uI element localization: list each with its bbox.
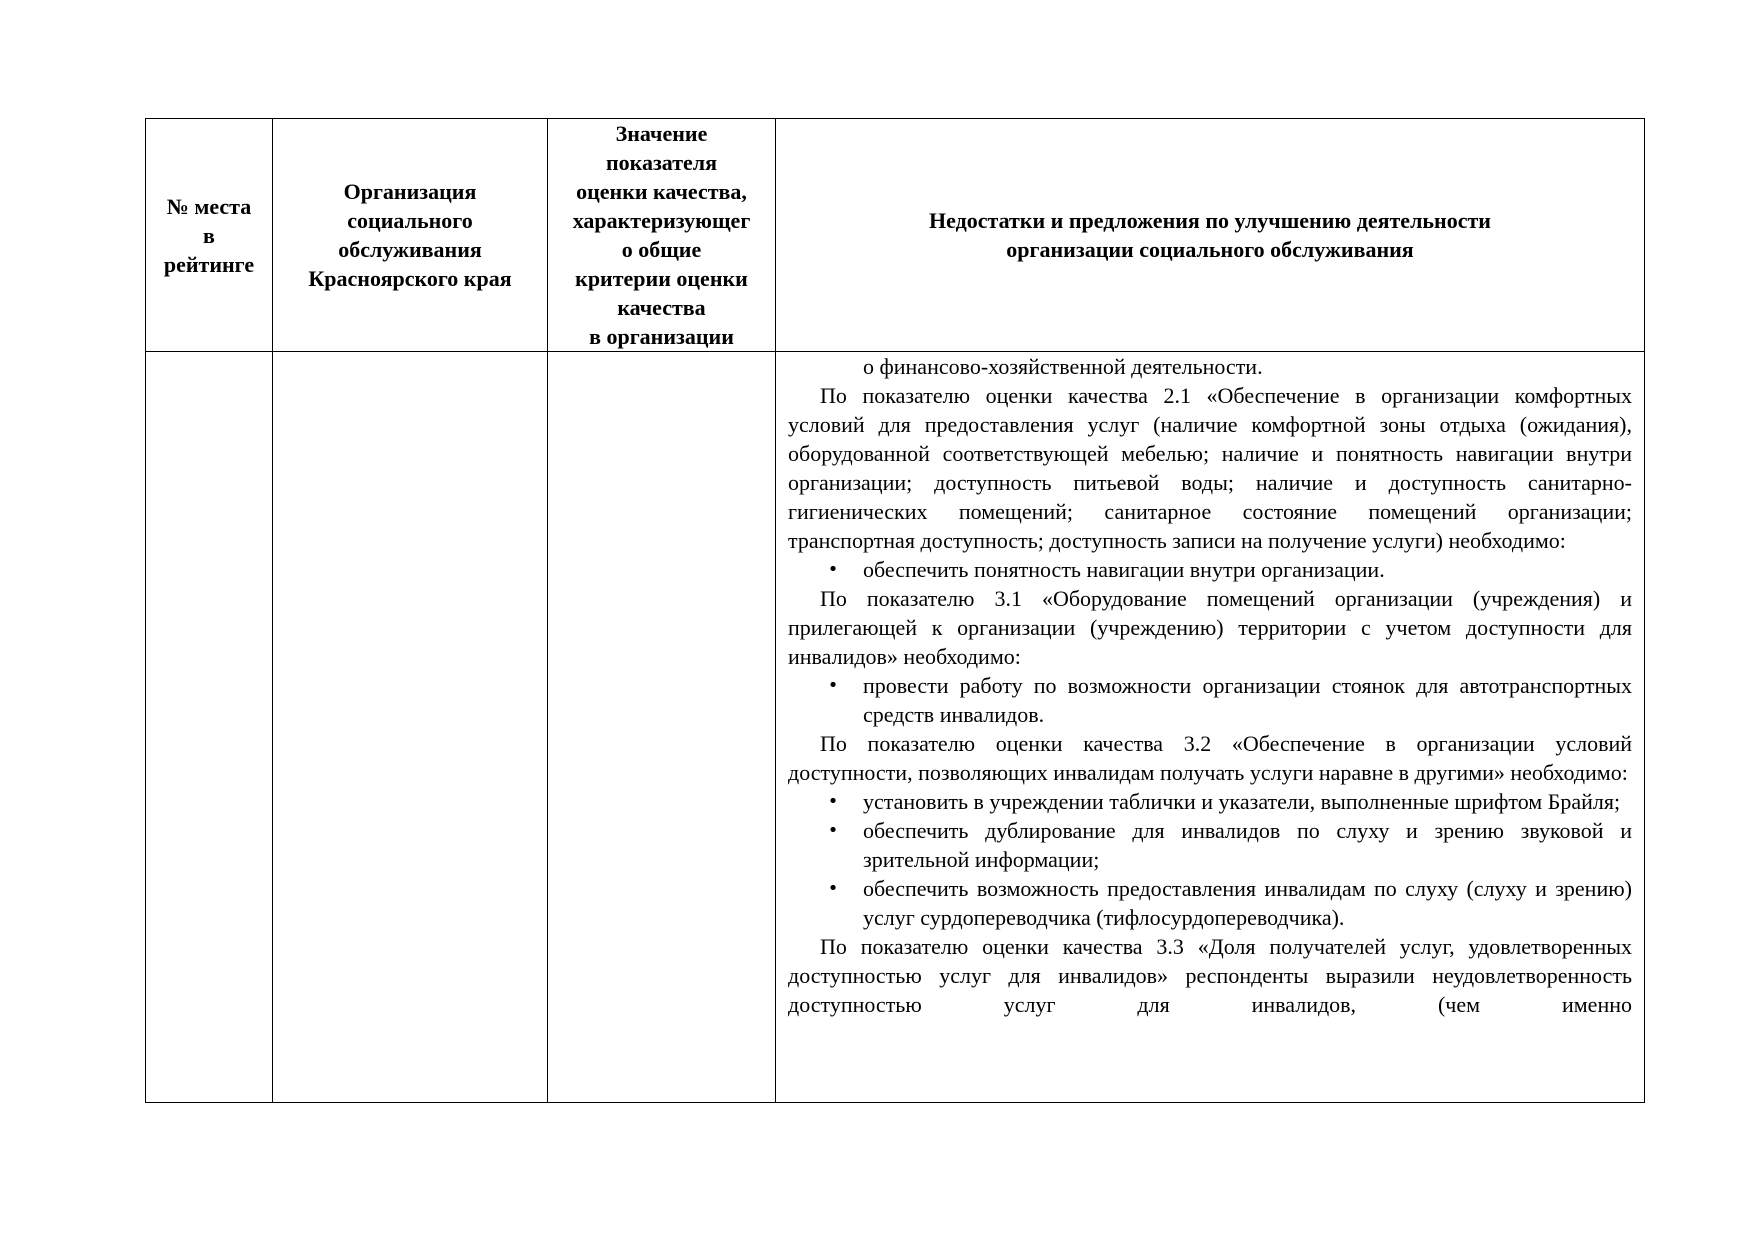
header-recommendations-label: Недостатки и предложения по улучшению деятельности организации социального обслуживания xyxy=(929,208,1491,262)
list-item-text: обеспечить понятность навигации внутри организации. xyxy=(863,557,1385,582)
list-item xyxy=(788,816,1632,874)
cell-organization xyxy=(273,352,548,1103)
bullet-icon: • xyxy=(827,878,839,899)
list-item-text: установить в учреждении таблички и указатели, выполненные шрифтом Брайля; xyxy=(863,789,1621,814)
header-value-label: Значение показателя оценки качества, характеризующег о общие критерии оценки качества в организации xyxy=(572,121,751,349)
rating-table xyxy=(145,118,1645,1103)
list-item-text: провести работу по возможности организации стоянок для автотранспортных средств инвалидов. xyxy=(863,673,1632,727)
paragraph-indicator-3-3: По показателю оценки качества 3.3 «Доля получателей услуг, удовлетворенных доступностью услуг для инвалидов» респонденты выразили неудовлетворенность доступностью услуг для инвалидов, (чем именно xyxy=(788,934,1632,1017)
list-item xyxy=(788,555,1632,584)
paragraph-indicator-3-2: По показателю оценки качества 3.2 «Обеспечение в организации условий доступности, позволяющих инвалидам получать услуги наравне в другими» необходимо: xyxy=(788,731,1632,785)
table-row xyxy=(146,352,1645,1103)
cell-value xyxy=(548,352,776,1103)
list-item xyxy=(788,874,1632,932)
header-recommendations xyxy=(776,119,1645,352)
header-organization xyxy=(273,119,548,352)
header-value xyxy=(548,119,776,352)
header-organization-label: Организация социального обслуживания Красноярского края xyxy=(308,179,512,291)
table-header-row xyxy=(146,119,1645,352)
continuation-text: о финансово-хозяйственной деятельности. xyxy=(863,354,1263,379)
cell-recommendations xyxy=(776,352,1645,1103)
bullet-icon: • xyxy=(827,820,839,841)
bullet-list-3-1 xyxy=(788,671,1632,729)
list-item xyxy=(788,671,1632,729)
list-item-text: обеспечить дублирование для инвалидов по слуху и зрению звуковой и зрительной информации; xyxy=(863,818,1632,872)
bullet-icon: • xyxy=(827,559,839,580)
list-item xyxy=(788,787,1632,816)
header-rank-label: № места в рейтинге xyxy=(163,193,255,277)
paragraph-indicator-2-1: По показателю оценки качества 2.1 «Обеспечение в организации комфортных условий для предоставления услуг (наличие комфортной зоны отдыха (ожидания), оборудованной соответствующей мебелью; наличие и понятность навигации внутри организации; доступность питьевой воды; наличие и доступность санитарно-гигиенических помещений; санитарное состояние помещений организации; транспортная доступность; доступность записи на получение услуги) необходимо: xyxy=(788,383,1632,553)
bullet-icon: • xyxy=(827,791,839,812)
paragraph-indicator-3-1: По показателю 3.1 «Оборудование помещений организации (учреждения) и прилегающей к организации (учреждению) территории с учетом доступности для инвалидов» необходимо: xyxy=(788,586,1632,669)
bullet-list-2-1 xyxy=(788,555,1632,584)
bullet-icon: • xyxy=(827,675,839,696)
bullet-list-3-2 xyxy=(788,787,1632,932)
header-rank xyxy=(146,119,273,352)
list-item-text: обеспечить возможность предоставления инвалидам по слуху (слуху и зрению) услуг сурдопереводчика (тифлосурдопереводчика). xyxy=(863,876,1632,930)
cell-rank xyxy=(146,352,273,1103)
